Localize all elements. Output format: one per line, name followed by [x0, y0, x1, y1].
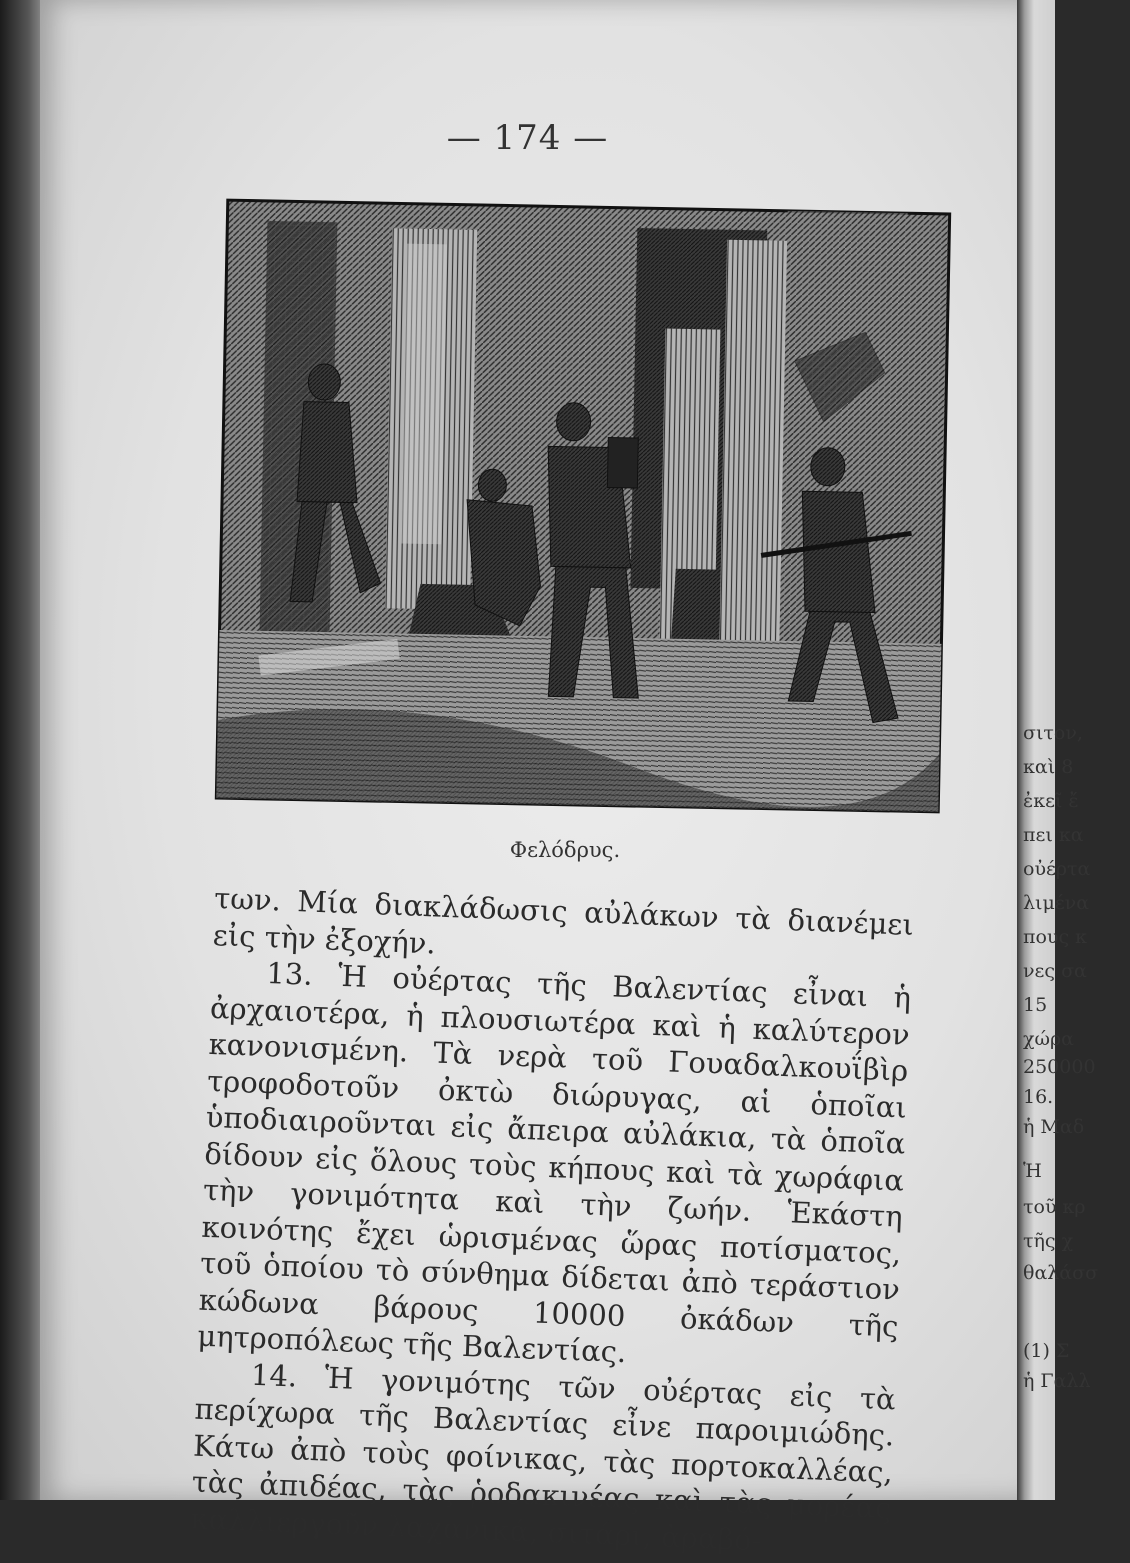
paragraph-14: 14. Ἡ γονιμότης τῶν οὐέρτας εἰς τὰ περίχωρα τῆς Βαλεντίας εἶνε παροιμιώδης. Κάτω ἀπὸ τοὺς φοίνικας, τὰς πορτοκαλλέας, τὰς ἀπιδέας, τὰς ῥοδακινέας καὶ τὰς μορέας καλλιεργοῦν λαχανικά, σιτάρι, ἀραβό- — [189, 1357, 897, 1557]
adjacent-fragment: θαλάσσ — [1023, 1262, 1099, 1284]
adjacent-fragment: ἡ Γαλλ — [1023, 1370, 1091, 1392]
adjacent-fragment: τῆς χ — [1023, 1230, 1074, 1252]
paragraph-13: 13. Ἡ οὐέρτας τῆς Βαλεντίας εἶναι ἡ ἀρχαιοτέρα, ἡ πλουσιωτέρα καὶ ἡ καλύτερον κανονισμένη. Τὰ νερὰ τοῦ Γουαδαλκουΐβὶρ τροφοδοτοῦν ὀκτὼ διώρυγας, αἱ ὁποῖαι ὑποδιαιροῦνται εἰς ἄπειρα αὐλάκια, τὰ ὁποῖα δίδουν εἰς ὅλους τοὺς κήπους καὶ τὰ χωράφια τὴν γονιμότητα καὶ τὴν ζωήν. Ἑκάστη κοινότης ἔχει ὡρισμένας ὥρας ποτίσματος, τοῦ ὁποίου τὸ σύνθημα δίδεται ἀπὸ τεράστιον κώδωνα βάρους 10000 ὀκάδων τῆς μητροπόλεως τῆς Βαλεντίας. — [196, 956, 912, 1370]
adjacent-fragment: χώρα — [1023, 1028, 1075, 1050]
adjacent-fragment: ἡ Μαδ — [1023, 1116, 1085, 1138]
cork-oak-engraving — [216, 200, 949, 812]
adjacent-fragment: τοῦ κρ — [1023, 1196, 1086, 1218]
adjacent-fragment: λιμένα — [1023, 892, 1090, 914]
illustration-caption: Φελόδρυς. — [509, 838, 621, 862]
adjacent-fragment: καὶ 8 — [1023, 756, 1074, 778]
adjacent-fragment: πους κ — [1023, 926, 1088, 948]
body-text — [190, 880, 915, 1563]
adjacent-page-strip — [1017, 0, 1099, 1500]
adjacent-fragment: (1) Σ — [1023, 1340, 1070, 1362]
adjacent-fragment: ἐκεῖ ἔ — [1023, 790, 1079, 812]
page-number: — 174 — — [446, 118, 609, 158]
adjacent-fragment: Ἡ — [1023, 1160, 1042, 1182]
adjacent-fragment: σιτον, — [1023, 722, 1083, 744]
adjacent-fragment: 16. — [1023, 1086, 1054, 1108]
adjacent-fragment: οὐέρτα — [1023, 858, 1091, 880]
adjacent-fragment: 250000 — [1023, 1056, 1096, 1078]
adjacent-fragment: νες σα — [1023, 960, 1087, 982]
adjacent-fragment: πει κα — [1023, 824, 1084, 846]
paragraph-continuation: των. Μία διακλάδωσις αὐλάκων τὰ διανέμει εἰς τὴν ἐξοχήν. — [212, 880, 915, 961]
adjacent-fragment: 15 — [1023, 994, 1048, 1016]
